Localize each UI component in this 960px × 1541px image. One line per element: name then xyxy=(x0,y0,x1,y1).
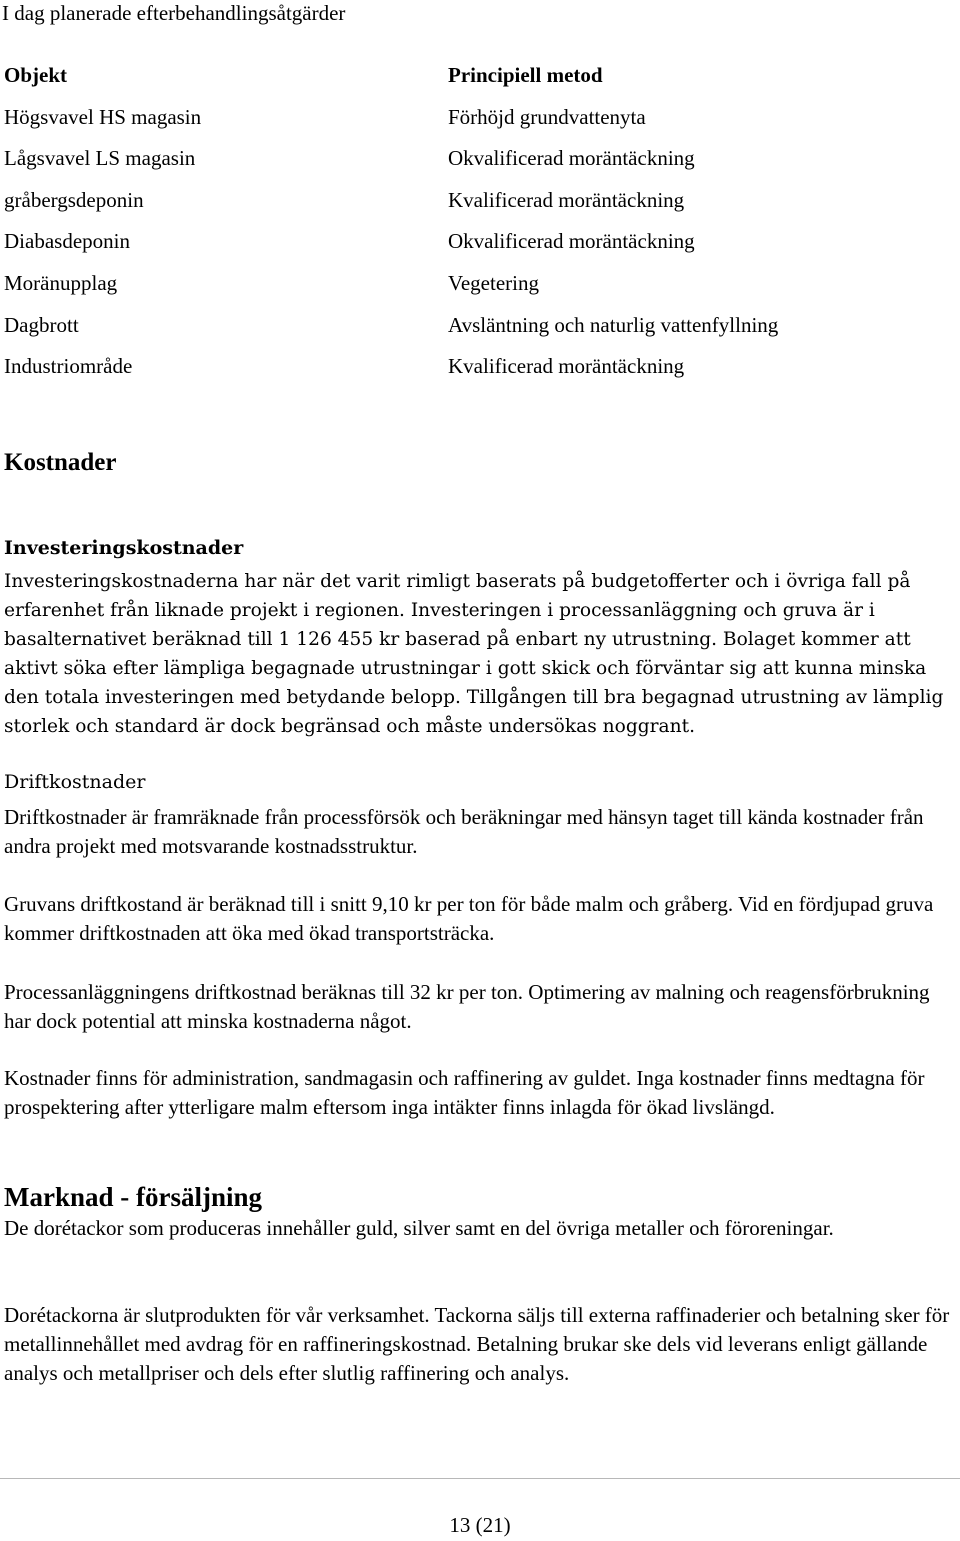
table-cell-method: Kvalificerad moräntäckning xyxy=(448,187,685,212)
paragraph-driftkostnader-1: Driftkostnader är framräknade från processförsök och beräkningar med hänsyn taget till kända kostnader från andra projekt med motsvarande kostnadsstruktur. xyxy=(4,805,924,858)
table-header-method: Principiell metod xyxy=(448,63,603,87)
table-row xyxy=(4,187,954,229)
page-number: 13 (21) xyxy=(449,1513,511,1537)
table-cell-object: Moränupplag xyxy=(4,270,118,295)
table-cell-method: Avsläntning och naturlig vattenfyllning xyxy=(448,312,779,337)
table-cell-method: Okvalificerad moräntäckning xyxy=(448,229,695,254)
table-cell-method: Vegetering xyxy=(448,270,539,295)
paragraph-investeringskostnader: Investeringskostnaderna har när det varit rimligt baserats på budgetofferter och i övriga fall på erfarenhet från liknade projekt i regionen. Investeringen i processanläggning och gruva är i basalternativet beräknad till 1 126 455 kr baserad på enbart ny utrustning. Bolaget kommer att aktivt söka efter lämpliga begagnade utrustningar i gott skick och förväntar sig att kunna minska den totala investeringen med betydande belopp. Tillgången till bra begagnad utrustning av lämplig storlek och standard är dock begränsad och måste undersökas noggrant. xyxy=(4,571,944,737)
table-row xyxy=(4,270,954,312)
table-header-row xyxy=(4,62,954,104)
subheading-driftkostnader: Driftkostnader xyxy=(4,771,146,793)
paragraph-driftkostnader-3: Processanläggningens driftkostnad beräknas till 32 kr per ton. Optimering av malning och reagensförbrukning har dock potential att minska kostnaderna något. xyxy=(4,980,930,1033)
intro-text: I dag planerade efterbehandlingsåtgärder xyxy=(2,1,346,25)
table-cell-method: Okvalificerad moräntäckning xyxy=(448,146,695,171)
section-heading-marknad: Marknad - försäljning xyxy=(4,1182,263,1212)
paragraph-driftkostnader-4: Kostnader finns för administration, sandmagasin och raffinering av guldet. Inga kostnader finns medtagna för prospektering after ytterligare malm eftersom inga intäkter finns inlagda för ökad livslängd. xyxy=(4,1066,925,1119)
table-cell-object: Dagbrott xyxy=(4,312,79,337)
table-row xyxy=(4,104,954,146)
table-row xyxy=(4,312,954,354)
table-row xyxy=(4,228,954,270)
paragraph-marknad-2: Dorétackorna är slutprodukten för vår verksamhet. Tackorna säljs till externa raffinaderier och betalning sker för metallinnehållet med avdrag för en raffineringskostnad. Betalning brukar ske dels vid leverans enligt gällande analys och metallpriser och dels efter slutlig raffinering och analys. xyxy=(4,1303,950,1385)
table-cell-object: Högsvavel HS magasin xyxy=(4,104,202,129)
table-cell-object: Industriområde xyxy=(4,354,133,379)
table-row xyxy=(4,145,954,187)
table-cell-method: Kvalificerad moräntäckning xyxy=(448,354,685,379)
table-cell-method: Förhöjd grundvattenyta xyxy=(448,104,646,129)
table-cell-object: Lågsvavel LS magasin xyxy=(4,146,196,171)
section-heading-kostnader: Kostnader xyxy=(4,449,117,476)
table-row xyxy=(4,353,954,395)
subheading-investeringskostnader: Investeringskostnader xyxy=(4,537,244,559)
table-cell-object: gråbergsdeponin xyxy=(4,187,144,212)
table-header-object: Objekt xyxy=(4,63,67,87)
table-cell-object: Diabasdeponin xyxy=(4,229,130,254)
footer-divider xyxy=(0,1478,960,1479)
paragraph-marknad-1: De dorétackor som produceras innehåller guld, silver samt en del övriga metaller och föroreningar. xyxy=(4,1216,834,1240)
measures-table xyxy=(4,62,954,395)
paragraph-driftkostnader-2: Gruvans driftkostand är beräknad till i snitt 9,10 kr per ton för både malm och gråberg. Vid en fördjupad gruva kommer driftkostnaden att öka med ökad transportsträcka. xyxy=(4,892,934,945)
